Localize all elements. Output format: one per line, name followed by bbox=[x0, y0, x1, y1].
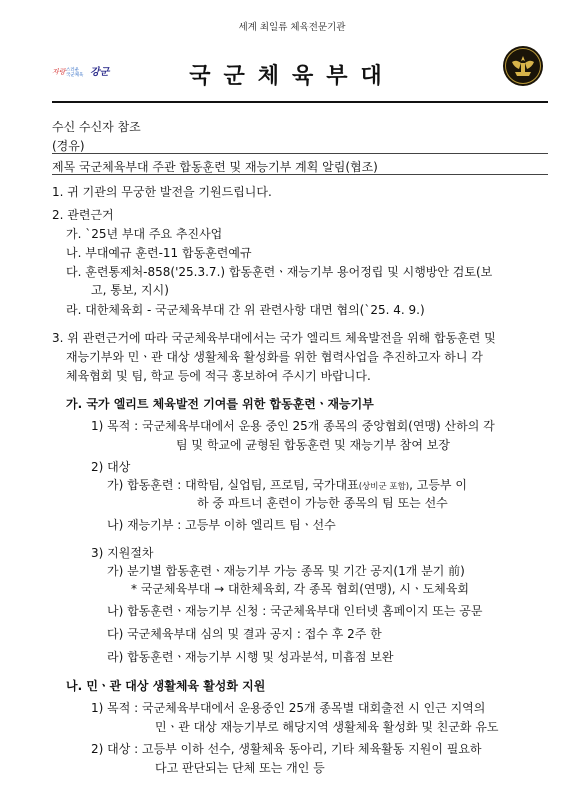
section-a-target-heading: 2) 대상 bbox=[91, 460, 131, 474]
section-a-procedure-heading: 3) 지원절차 bbox=[91, 546, 154, 560]
section-b-target-line2: 다고 판단되는 단체 또는 개인 등 bbox=[155, 761, 325, 775]
section-b-purpose-line2: 민ㆍ관 대상 재능기부로 해당지역 생활체육 활성화 및 친군화 유도 bbox=[155, 720, 499, 734]
paragraph-3-line2: 재능기부와 민ㆍ관 대상 생활체육 활성화를 위한 협력사업을 추진하고자 하니 각 bbox=[66, 350, 483, 364]
basis-item-c-line1: 다. 훈련통제처-858('25.3.7.) 합동훈련ㆍ재능기부 용어정립 및 시행방안 검토(보 bbox=[66, 265, 493, 279]
subject-bottom-divider bbox=[52, 174, 548, 175]
subject-line: 제목 국군체육부대 주관 합동훈련 및 재능기부 계획 알림(협조) bbox=[52, 160, 378, 174]
recipient-line: 수신 수신자 참조 bbox=[52, 120, 141, 134]
procedure-step-a-note: * 국군체육부대 → 대한체육회, 각 종목 협회(연맹), 시ㆍ도체육회 bbox=[131, 582, 469, 596]
basis-item-c-line2: 고, 통보, 지시) bbox=[91, 283, 169, 297]
section-b-title: 나. 민ㆍ관 대상 생활체육 활성화 지원 bbox=[66, 679, 266, 693]
basis-item-d: 라. 대한체육회 - 국군체육부대 간 위 관련사항 대면 협의(`25. 4. 9.) bbox=[66, 303, 425, 317]
basis-item-b: 나. 부대예규 훈련-11 합동훈련예규 bbox=[66, 246, 252, 260]
basis-item-a: 가. `25년 부대 주요 추진사업 bbox=[66, 227, 223, 241]
paragraph-1: 1. 귀 기관의 무궁한 발전을 기원드립니다. bbox=[52, 185, 272, 199]
section-a-purpose-line2: 팀 및 학교에 균형된 합동훈련 및 재능기부 참여 보장 bbox=[176, 438, 450, 452]
header-tagline: 세계 최일류 체육전문기관 bbox=[238, 22, 346, 33]
svg-text:국군체육: 국군체육 bbox=[66, 73, 84, 78]
section-b-target-line1: 2) 대상 : 고등부 이하 선수, 생활체육 동아리, 기타 체육활동 지원이 필요하 bbox=[91, 742, 482, 756]
section-a-purpose-line1: 1) 목적 : 국군체육부대에서 운용 중인 25개 종목의 중앙협회(연맹) 산하의 각 bbox=[91, 419, 495, 433]
svg-text:자랑: 자랑 bbox=[52, 68, 66, 76]
paragraph-3-line3: 체육협회 및 팀, 학교 등에 적극 홍보하여 주시기 바랍니다. bbox=[66, 369, 371, 383]
subject-top-divider bbox=[52, 153, 548, 154]
unit-emblem-icon bbox=[502, 45, 544, 91]
target-talent-donation: 나) 재능기부 : 고등부 이하 엘리트 팀ㆍ선수 bbox=[107, 518, 336, 532]
paragraph-2-heading: 2. 관련근거 bbox=[52, 208, 114, 222]
target-joint-training-line1: 가) 합동훈련 : 대학팀, 실업팀, 프로팀, 국가대표(상비군 포함), 고등부 이 bbox=[107, 478, 467, 492]
organization-name: 국군체육부대 bbox=[189, 64, 395, 89]
procedure-step-c: 다) 국군체육부대 심의 및 결과 공지 : 접수 후 2주 한 bbox=[107, 627, 382, 641]
svg-text:강군: 강군 bbox=[90, 67, 110, 78]
procedure-step-d: 라) 합동훈련ㆍ재능기부 시행 및 성과분석, 미흡점 보완 bbox=[107, 650, 394, 664]
target-joint-training-line2: 하 중 파트너 훈련이 가능한 종목의 팀 또는 선수 bbox=[197, 496, 448, 510]
paragraph-3-line1: 3. 위 관련근거에 따라 국군체육부대에서는 국가 엘리트 체육발전을 위해 합동훈련 및 bbox=[52, 331, 496, 345]
procedure-step-a: 가) 분기별 합동훈련ㆍ재능기부 가능 종목 및 기간 공지(1개 분기 前) bbox=[107, 564, 465, 578]
via-line: (경유) bbox=[52, 139, 85, 153]
svg-text:스러운: 스러운 bbox=[66, 68, 80, 73]
section-a-title: 가. 국가 엘리트 체육발전 기여를 위한 합동훈련ㆍ재능기부 bbox=[66, 397, 374, 411]
section-b-purpose-line1: 1) 목적 : 국군체육부대에서 운용중인 25개 종목별 대회출전 시 인근 지역의 bbox=[91, 701, 486, 715]
procedure-step-b: 나) 합동훈련ㆍ재능기부 신청 : 국군체육부대 인터넷 홈페이지 또는 공문 bbox=[107, 604, 483, 618]
header-divider bbox=[52, 101, 548, 103]
